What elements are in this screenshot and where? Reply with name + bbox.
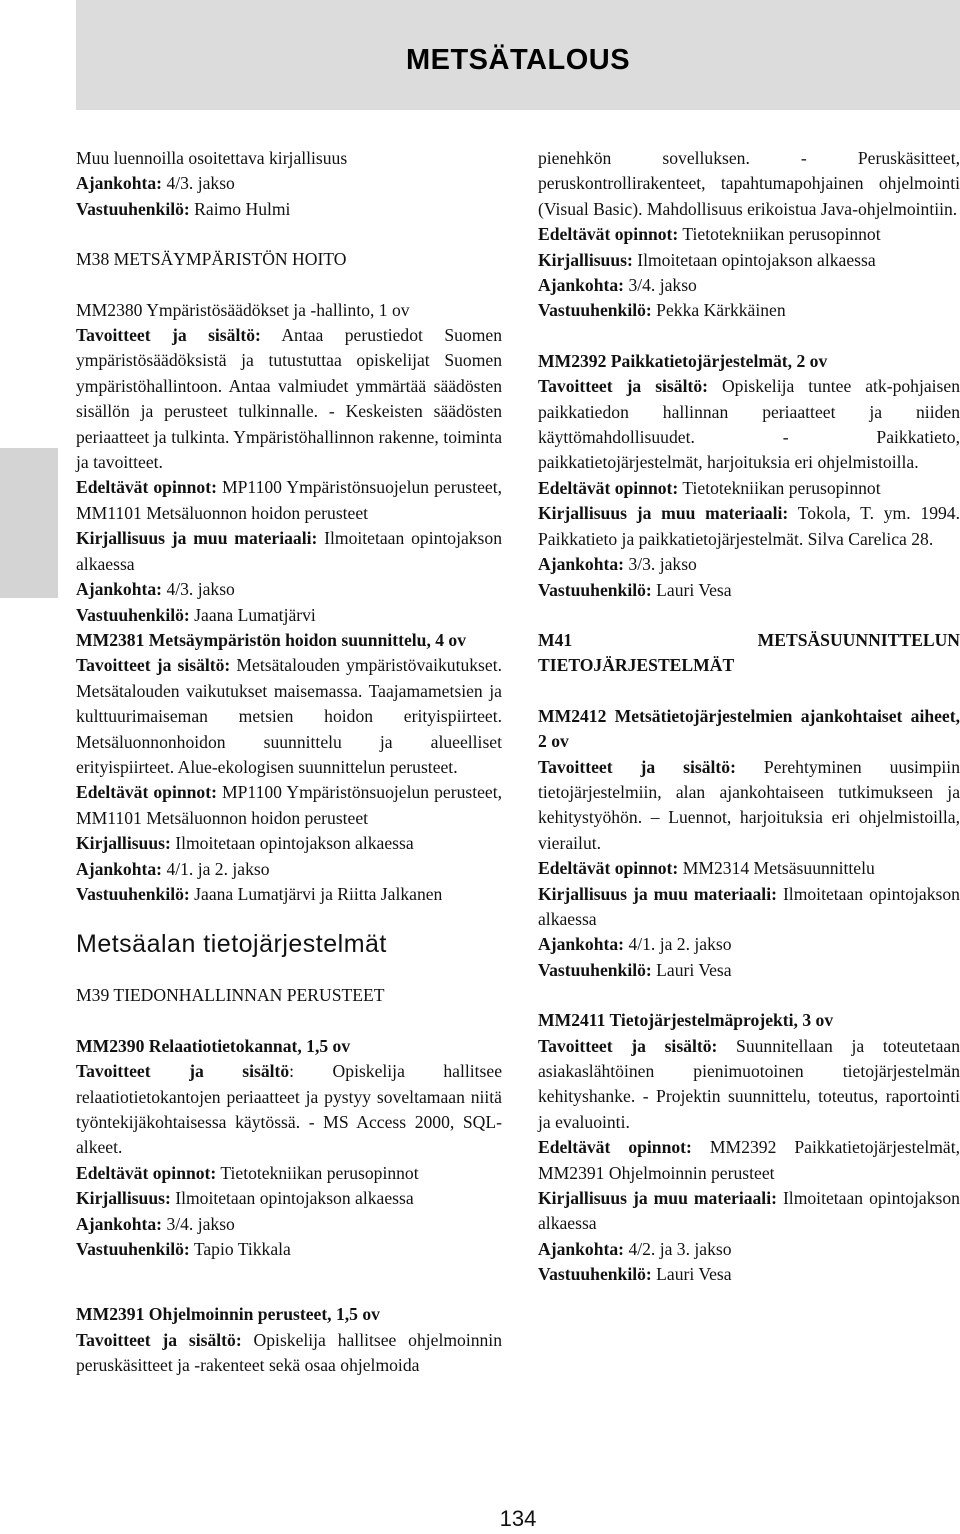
course-goals: Tavoitteet ja sisältö: Opiskelija tuntee atk-pohjaisen paikkatiedon hallinnan periaatteet ja niiden käyttömahdollisuudet. - Paikkatieto, paikkatietojärjestelmät, harjoituksia eri ohjelmistoilla. — [538, 376, 960, 473]
course-goals: Tavoitteet ja sisältö: Perehtyminen uusimpiin tietojärjestelmiin, alan ajankohtaiseen tutkimukseen ja kehitystyöhön. – Luennot, harjoituksia eri ohjelmistoilla, vierailut. — [538, 756, 960, 853]
course-mm2412 — [538, 704, 960, 983]
course-literature: Kirjallisuus ja muu materiaali: Tokola, T. ym. 1994. Paikkatieto ja paikkatietojärjestelmät. Silva Carelica 28. — [538, 503, 960, 549]
module-m38-title: M38 METSÄYMPÄRISTÖN HOITO — [76, 249, 347, 270]
course-prerequisites: Edeltävät opinnot: MP1100 Ympäristönsuojelun perusteet, MM1101 Metsäluonnon hoidon perusteet — [76, 477, 503, 523]
course-literature: Kirjallisuus: Ilmoitetaan opintojakson alkaessa — [538, 249, 876, 270]
course-mm2391 — [76, 1302, 502, 1378]
course-prerequisites: Edeltävät opinnot: MM2314 Metsäsuunnittelu — [538, 858, 875, 879]
course-title: MM2411 Tietojärjestelmäprojekti, 3 ov — [538, 1010, 834, 1031]
course-mm2390 — [76, 1034, 502, 1263]
course-goals: Tavoitteet ja sisältö: Suunnitellaan ja toteutetaan asiakaslähtöinen pienimuotoinen tietojärjestelmän kehityshanke. - Projektin suunnittelu, toteutus, raportointi ja evaluointi. — [538, 1035, 960, 1132]
course-responsible: Vastuuhenkilö: Lauri Vesa — [538, 579, 732, 600]
course-prerequisites: Edeltävät opinnot: Tietotekniikan perusopinnot — [538, 224, 881, 245]
course-prerequisites: Edeltävät opinnot: Tietotekniikan perusopinnot — [538, 477, 881, 498]
course-literature: Kirjallisuus ja muu materiaali: Ilmoitetaan opintojakson alkaessa — [538, 883, 960, 929]
module-m41-title: M41 METSÄSUUNNITTELUN TIETOJÄRJESTELMÄT — [538, 629, 960, 676]
course-title: MM2391 Ohjelmoinnin perusteet, 1,5 ov — [76, 1304, 380, 1325]
intro-literature: Muu luennoilla osoitettava kirjallisuus — [76, 148, 348, 168]
course-goals: Tavoitteet ja sisältö: Metsätalouden ympäristövaikutukset. Metsätalouden vaikutukset maisemassa. Taajamametsien ja kulttuurimaiseman metsien hoidon erityispiirteet. Metsäluonnonhoidon suunnittelu ja alueelliset erityispiirteet. Alue-ekologisen suunnittelun perusteet. — [76, 655, 502, 777]
course-prerequisites: Edeltävät opinnot: Tietotekniikan perusopinnot — [76, 1162, 419, 1183]
left-column — [76, 146, 502, 1379]
page-number: 134 — [499, 1506, 537, 1531]
course-mm2391-continued — [538, 146, 960, 324]
course-responsible: Vastuuhenkilö: Tapio Tikkala — [76, 1239, 291, 1260]
side-tab-marker — [0, 448, 58, 598]
course-timing: Ajankohta: 4/1. ja 2. jakso — [538, 934, 732, 955]
course-timing: Ajankohta: 3/4. jakso — [76, 1213, 235, 1234]
course-goals: Tavoitteet ja sisältö: Antaa perustiedot Suomen ympäristösäädöksistä ja tutustuttaa opiskelijat Suomen ympäristöhallintoon. Antaa valmiudet ymmärtää säädösten sisällön ja perusteet tulkinnalle. - Keskeisten säädösten periaatteet ja tulkinta. Ympäristöhallinnon rakenne, toiminta ja tavoitteet. — [76, 325, 502, 473]
course-goals: Tavoitteet ja sisältö: Opiskelija hallitsee ohjelmoinnin peruskäsitteet ja -rakenteet sekä osaa ohjelmoida — [76, 1329, 502, 1376]
course-goals-continued: pienehkön sovelluksen. - Peruskäsitteet, peruskontrollirakenteet, tapahtumapohjainen ohjelmointi (Visual Basic). Mahdollisuus erikoistua Java-ohjelmointiin. — [538, 148, 960, 219]
course-literature: Kirjallisuus ja muu materiaali: Ilmoitetaan opintojakson alkaessa — [76, 528, 503, 574]
course-title: MM2392 Paikkatietojärjestelmät, 2 ov — [538, 350, 828, 371]
course-responsible: Vastuuhenkilö: Jaana Lumatjärvi ja Riitta Jalkanen — [76, 883, 443, 904]
course-timing: Ajankohta: 4/1. ja 2. jakso — [76, 858, 270, 879]
course-title: MM2412 Metsätietojärjestelmien ajankohtaiset aiheet, 2 ov — [538, 705, 960, 752]
course-title: MM2390 Relaatiotietokannat, 1,5 ov — [76, 1035, 351, 1056]
intro-responsible: Vastuuhenkilö: Raimo Hulmi — [76, 198, 291, 219]
course-timing: Ajankohta: 3/3. jakso — [538, 554, 697, 575]
intro-timing: Ajankohta: 4/3. jakso — [76, 173, 235, 194]
course-mm2392 — [538, 349, 960, 603]
course-timing: Ajankohta: 4/2. ja 3. jakso — [538, 1238, 732, 1259]
course-responsible: Vastuuhenkilö: Pekka Kärkkäinen — [538, 300, 786, 321]
course-timing: Ajankohta: 3/4. jakso — [538, 275, 697, 296]
section-heading: Metsäalan tietojärjestelmät — [76, 930, 387, 959]
page-title: METSÄTALOUS — [405, 44, 631, 76]
course-title: MM2380 Ympäristösäädökset ja -hallinto, 1 ov — [76, 299, 410, 320]
course-responsible: Vastuuhenkilö: Jaana Lumatjärvi — [76, 604, 316, 625]
course-literature: Kirjallisuus: Ilmoitetaan opintojakson alkaessa — [76, 1188, 414, 1209]
header-band — [76, 0, 960, 110]
course-prerequisites: Edeltävät opinnot: MP1100 Ympäristönsuojelun perusteet, MM1101 Metsäluonnon hoidon perusteet — [76, 782, 503, 828]
course-mm2411 — [538, 1008, 960, 1287]
course-mm2381 — [76, 628, 502, 907]
course-goals: Tavoitteet ja sisältö: Opiskelija hallitsee relaatiotietokantojen periaatteet ja pystyy soveltamaan niitä työntekijäkohtaisessa käytössä. - MS Access 2000, SQL- alkeet. — [76, 1061, 502, 1158]
course-literature: Kirjallisuus ja muu materiaali: Ilmoitetaan opintojakson alkaessa — [538, 1188, 960, 1234]
course-responsible: Vastuuhenkilö: Lauri Vesa — [538, 1264, 732, 1285]
course-mm2380 — [76, 298, 502, 628]
course-timing: Ajankohta: 4/3. jakso — [76, 579, 235, 600]
course-responsible: Vastuuhenkilö: Lauri Vesa — [538, 959, 732, 980]
course-prerequisites: Edeltävät opinnot: MM2392 Paikkatietojärjestelmät, MM2391 Ohjelmoinnin perusteet — [538, 1137, 960, 1183]
right-column — [538, 146, 960, 1288]
module-m39-title: M39 TIEDONHALLINNAN PERUSTEET — [76, 985, 385, 1006]
course-title: MM2381 Metsäympäristön hoidon suunnittelu, 4 ov — [76, 629, 467, 650]
course-literature: Kirjallisuus: Ilmoitetaan opintojakson alkaessa — [76, 833, 414, 854]
